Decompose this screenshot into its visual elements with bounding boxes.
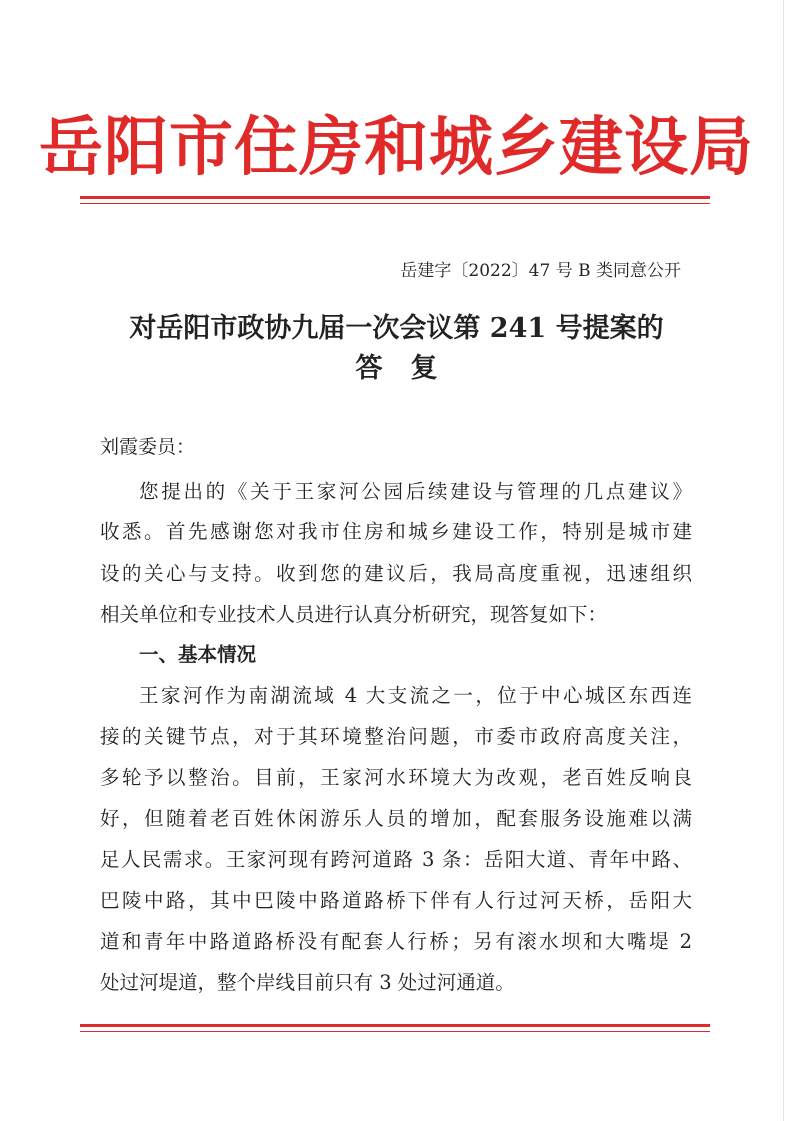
document-title-line2: 答复 [355, 353, 466, 384]
intro-line: 收悉。首先感谢您对我市住房和城乡建设工作，特别是城市建 [100, 520, 692, 543]
document-title-line1: 对岳阳市政协九届一次会议第 241 号提案的 [129, 313, 664, 344]
intro-line: 设的关心与支持。收到您的建议后，我局高度重视，迅速组织 [100, 562, 692, 585]
footer-rule-thick [80, 1024, 710, 1027]
section-heading: 一、基本情况 [139, 643, 257, 666]
salutation: 刘霞委员： [100, 436, 196, 458]
section-line: 接的关键节点，对于其环境整治问题，市委市政府高度关注， [100, 725, 692, 748]
section-line: 道和青年中路道路桥没有配套人行桥；另有滚水坝和大嘴堤 2 [100, 930, 692, 953]
page-edge [783, 0, 784, 1121]
section-line: 王家河作为南湖流域 4 大支流之一，位于中心城区东西连 [139, 684, 692, 707]
document-number: 岳建字〔2022〕47 号 B 类同意公开 [400, 261, 681, 281]
section-line: 好，但随着老百姓休闲游乐人员的增加，配套服务设施难以满 [100, 807, 692, 830]
section-line: 多轮予以整治。目前，王家河水环境大为改观，老百姓反响良 [100, 766, 692, 789]
intro-line: 您提出的《关于王家河公园后续建设与管理的几点建议》 [139, 480, 692, 503]
letterhead-org-name: 岳阳市住房和城乡建设局 [39, 111, 754, 185]
section-line: 足人民需求。王家河现有跨河道路 3 条：岳阳大道、青年中路、 [100, 848, 692, 871]
intro-line: 相关单位和专业技术人员进行认真分析研究，现答复如下： [100, 603, 608, 626]
section-line: 巴陵中路，其中巴陵中路道路桥下伴有人行过河天桥，岳阳大 [100, 889, 692, 912]
letterhead-rule-thick [80, 196, 710, 199]
footer-rule-thin [80, 1031, 710, 1032]
section-line: 处过河堤道，整个岸线目前只有 3 处过河通道。 [100, 971, 515, 994]
letterhead-rule-thin [80, 203, 710, 204]
